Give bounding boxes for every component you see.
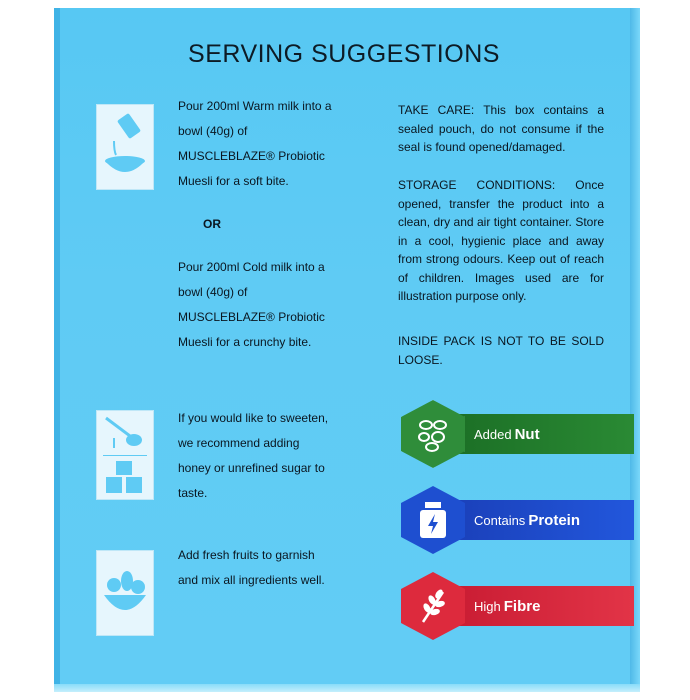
nut-icon [401,400,465,468]
or-label: OR [203,217,221,231]
wheat-icon [401,572,465,640]
honey-sugar-icon [96,410,154,500]
fruit-bowl-icon [96,550,154,636]
take-care-text: TAKE CARE: This box contains a sealed pouch, do not consume if the seal is found opened/damaged. [398,103,604,154]
fruits-text: Add fresh fruits to garnish and mix all ingredients well. [178,548,325,587]
protein-jar-icon [401,486,465,554]
badge-contains-protein [398,486,634,554]
sugar-cubes-icon [100,459,150,497]
sweeten-text: If you would like to sweeten, we recommend adding honey or unrefined sugar to taste. [178,411,329,500]
badge-added-nut [398,400,634,468]
page-title: SERVING SUGGESTIONS [188,40,500,68]
badge-band: Added Nut [444,414,634,454]
warm-milk-text: Pour 200ml Warm milk into a bowl (40g) of MUSCLEBLAZE® Probiotic Muesli for a soft bite. [178,99,332,188]
inside-pack-text: INSIDE PACK IS NOT TO BE SOLD LOOSE. [398,334,604,367]
milk-bowl-icon [96,104,154,190]
badge-band: High Fibre [444,586,634,626]
box-bottom-edge [54,684,640,692]
honey-dipper-icon [100,414,150,452]
badge-high-fibre [398,572,634,640]
storage-conditions-text: STORAGE CONDITIONS: Once opened, transfer the product into a clean, dry and air tight container. Store in a cool, hygienic place and away from strong odours. Keep out of reach of children. Images used are for illustration purpose only. [398,178,604,303]
badge-band: Contains Protein [444,500,634,540]
cold-milk-text: Pour 200ml Cold milk into a bowl (40g) of MUSCLEBLAZE® Probiotic Muesli for a crunchy bite. [178,260,325,349]
